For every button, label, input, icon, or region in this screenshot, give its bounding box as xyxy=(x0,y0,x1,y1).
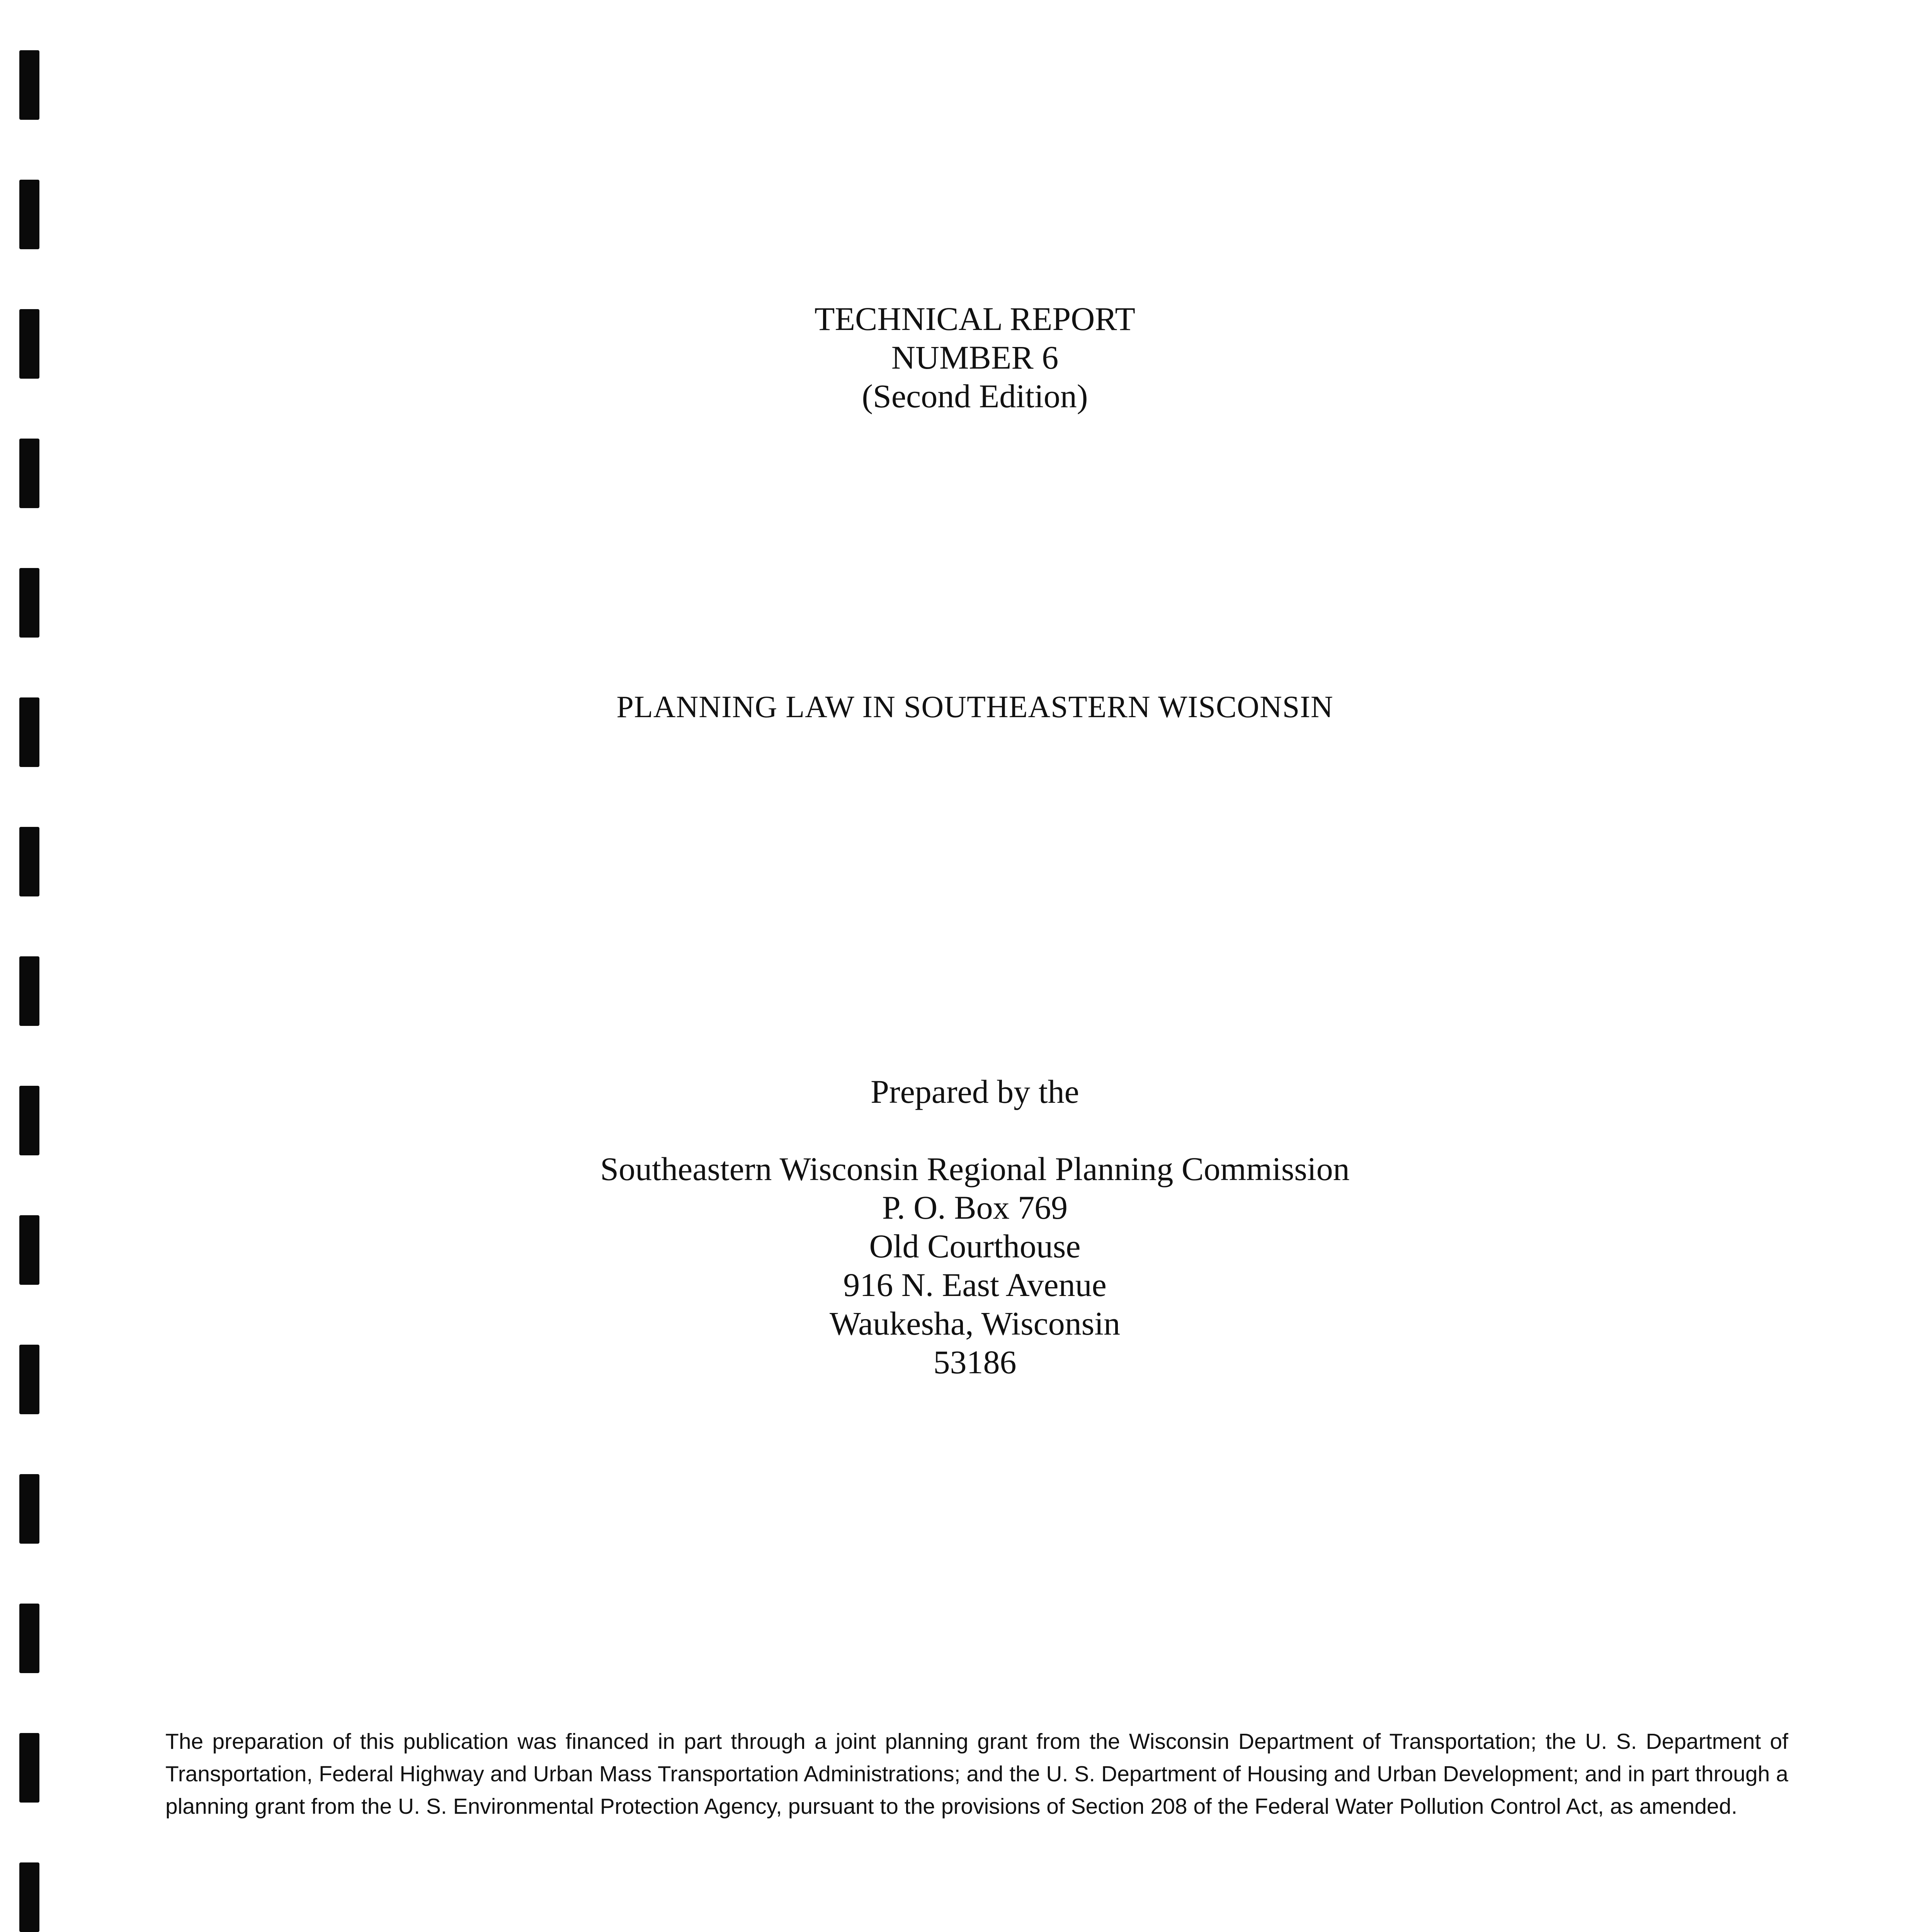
commission-address xyxy=(0,1150,1932,1381)
prepared-by-label: Prepared by the xyxy=(871,1073,1079,1110)
binding-hole xyxy=(19,1474,39,1544)
funding-note: The preparation of this publication was financed in part through a joint planning grant from the Wisconsin Department of Transportation; the U. S. Department of Transportation, Federal Highway and Urban Mass Transportation Administrations; and the U. S. Department of Housing and Urban Development; and in part through a planning grant from the U. S. Environmental Protection Agency, pursuant to the provisions of Section 208 of the Federal Water Pollution Control Act, as amended. xyxy=(165,1729,1788,1819)
binding-hole xyxy=(19,1604,39,1673)
report-title: PLANNING LAW IN SOUTHEASTERN WISCONSIN xyxy=(616,690,1333,724)
zip-code: 53186 xyxy=(933,1344,1017,1381)
binding-hole xyxy=(19,1862,39,1932)
city-state: Waukesha, Wisconsin xyxy=(829,1305,1121,1342)
binding-holes xyxy=(19,0,46,1932)
binding-hole xyxy=(19,827,39,896)
binding-hole xyxy=(19,50,39,120)
binding-hole xyxy=(19,956,39,1026)
organization-name: Southeastern Wisconsin Regional Planning Commission xyxy=(600,1150,1350,1187)
report-edition: (Second Edition) xyxy=(862,378,1088,415)
binding-hole xyxy=(19,1733,39,1803)
report-number: NUMBER 6 xyxy=(891,339,1059,376)
po-box: P. O. Box 769 xyxy=(882,1189,1068,1226)
report-header xyxy=(0,299,1932,415)
binding-hole xyxy=(19,568,39,638)
street-address: 916 N. East Avenue xyxy=(843,1266,1107,1303)
report-type: TECHNICAL REPORT xyxy=(814,300,1136,337)
building-name: Old Courthouse xyxy=(869,1228,1081,1265)
binding-hole xyxy=(19,439,39,508)
binding-hole xyxy=(19,180,39,249)
